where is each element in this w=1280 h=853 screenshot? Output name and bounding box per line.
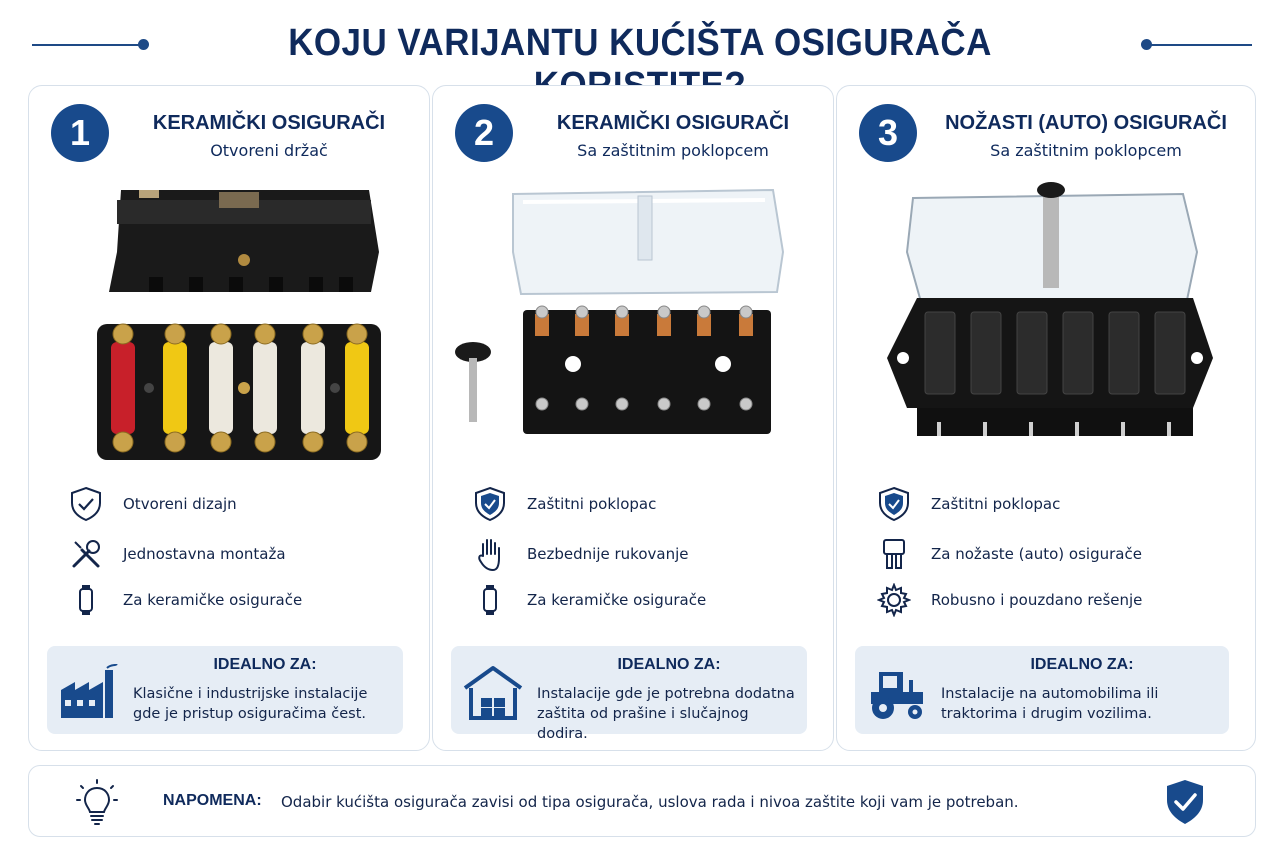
- note-text: Odabir kućišta osigurača zavisi od tipa osigurača, uslova rada i nivoa zaštite koji vam je potreban.: [281, 793, 1019, 811]
- ideal-for-title: IDEALNO ZA:: [1030, 656, 1134, 673]
- tractor-icon: [865, 664, 929, 722]
- feature-item: [67, 582, 387, 618]
- feature-label: Za keramičke osigurače: [123, 591, 303, 609]
- feature-label: Bezbednije rukovanje: [527, 545, 689, 563]
- ideal-for-text: Instalacije na automobilima ili traktorima i drugim vozilima.: [941, 686, 1159, 722]
- shield-check-icon: [1163, 778, 1207, 826]
- title-divider-dot-left: [138, 39, 149, 50]
- feature-label: Jednostavna montaža: [123, 545, 286, 563]
- feature-item: [875, 536, 1195, 572]
- option-number-badge: 1: [51, 104, 109, 162]
- covered-ceramic-fuse-holder-image: [443, 182, 825, 472]
- open-ceramic-fuse-holder-image: [39, 182, 421, 472]
- ideal-for-panel: [855, 646, 1229, 734]
- title-row: [0, 18, 1280, 74]
- option-subtitle: Otvoreni držač: [210, 141, 328, 160]
- ideal-for-panel: [47, 646, 403, 734]
- option-title: NOŽASTI (AUTO) OSIGURAČI: [945, 112, 1227, 134]
- option-card-2: [432, 85, 834, 751]
- feature-item: [67, 486, 387, 522]
- option-title: KERAMIČKI OSIGURAČI: [556, 112, 790, 134]
- note-label: NAPOMENA:: [163, 792, 262, 809]
- feature-label: Za nožaste (auto) osigurače: [931, 545, 1142, 563]
- option-title: KERAMIČKI OSIGURAČI: [152, 112, 386, 134]
- ideal-for-title: IDEALNO ZA:: [617, 656, 721, 673]
- option-subtitle: Sa zaštitnim poklopcem: [577, 141, 769, 160]
- lightbulb-icon: [75, 778, 119, 826]
- ideal-for-text: Instalacije gde je potrebna dodatna zaštita od prašine i slučajnog dodira.: [537, 686, 795, 742]
- shield-check-icon: [875, 486, 913, 522]
- factory-icon: [57, 664, 121, 722]
- option-card-3: [836, 85, 1256, 751]
- feature-item: [875, 582, 1195, 618]
- blade-fuse-holder-image: [847, 182, 1247, 472]
- tools-icon: [67, 536, 105, 572]
- option-number-badge: 3: [859, 104, 917, 162]
- shield-check-icon: [67, 486, 105, 522]
- warehouse-icon: [461, 664, 525, 722]
- ideal-for-title: IDEALNO ZA:: [213, 656, 317, 673]
- feature-label: Otvoreni dizajn: [123, 495, 237, 513]
- title-divider-right: [1144, 44, 1252, 46]
- blade-fuse-icon: [875, 536, 913, 572]
- feature-label: Zaštitni poklopac: [931, 495, 1061, 513]
- ceramic-fuse-icon: [67, 582, 105, 618]
- option-card-1: [28, 85, 430, 751]
- feature-item: [471, 582, 791, 618]
- feature-label: Za keramičke osigurače: [527, 591, 707, 609]
- note-panel: [28, 765, 1256, 837]
- feature-item: [875, 486, 1195, 522]
- option-number-badge: 2: [455, 104, 513, 162]
- ceramic-fuse-icon: [471, 582, 509, 618]
- feature-item: [67, 536, 387, 572]
- page-title: KOJU VARIJANTU KUĆIŠTA OSIGURAČA: [288, 22, 992, 64]
- feature-label: Robusno i pouzdano rešenje: [931, 591, 1143, 609]
- feature-label: Zaštitni poklopac: [527, 495, 657, 513]
- ideal-for-text: Klasične i industrijske instalacije gde je pristup osiguračima čest.: [133, 686, 368, 722]
- hand-icon: [471, 536, 509, 572]
- ideal-for-panel: [451, 646, 807, 742]
- title-divider-left: [32, 44, 142, 46]
- feature-item: [471, 486, 791, 522]
- option-subtitle: Sa zaštitnim poklopcem: [990, 141, 1182, 160]
- shield-check-icon: [471, 486, 509, 522]
- feature-item: [471, 536, 791, 572]
- gear-icon: [875, 582, 913, 618]
